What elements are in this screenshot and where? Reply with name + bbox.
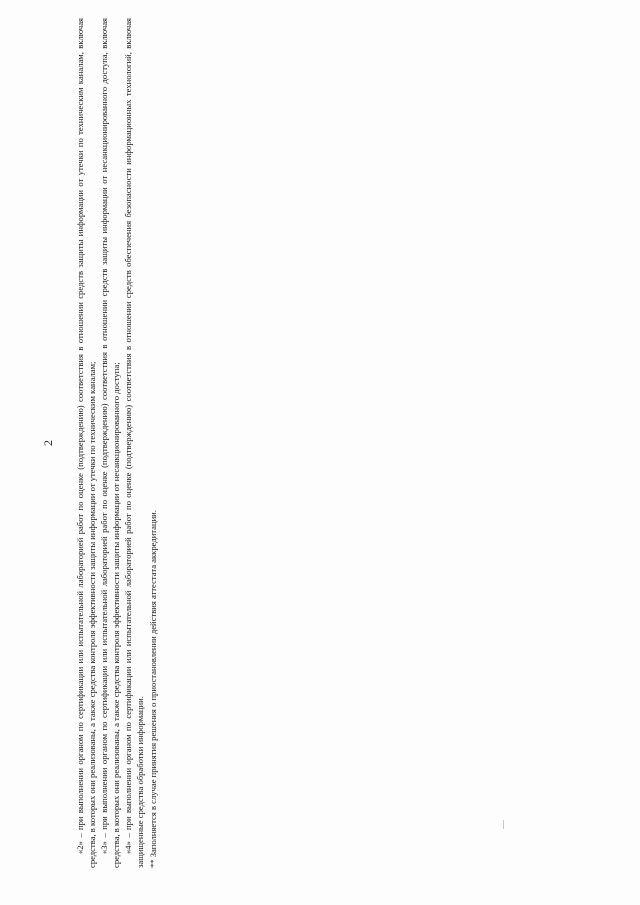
paragraph-2: «2» – при выполнении органом по сертификации или испытательной лабораторией работ по оценке (подтверждению) соответствия в отношении средств защиты информации от утечки по техническим каналам, включая средства, в которых они реализованы, а также средства контроля эффективности защиты информации от утечки по техническим каналам; <box>75 18 98 868</box>
rotated-text-block <box>74 18 194 868</box>
footnote: ** Заполняется в случае принятия решения о приостановлении действия аттестата аккредитации. <box>147 510 158 868</box>
paragraph-4: «4» – при выполнении органом по сертификации или испытательной лабораторией работ по оценке (подтверждению) соответствия в отношении средств обеспечения безопасности информационных технологий, включая защищенные средства обработки информации. <box>123 18 146 868</box>
paragraph-3: «3» – при выполнении органом по сертификации или испытательной лабораторией работ по оценке (подтверждению) соответствия в отношении средств защиты информации от несанкционированного доступа, включая средства, в которых они реализованы, а также средства контроля эффективности защиты информации от несанкционированного доступа; <box>99 18 122 868</box>
page-number: 2 <box>41 440 55 446</box>
scan-artifact <box>503 820 504 829</box>
